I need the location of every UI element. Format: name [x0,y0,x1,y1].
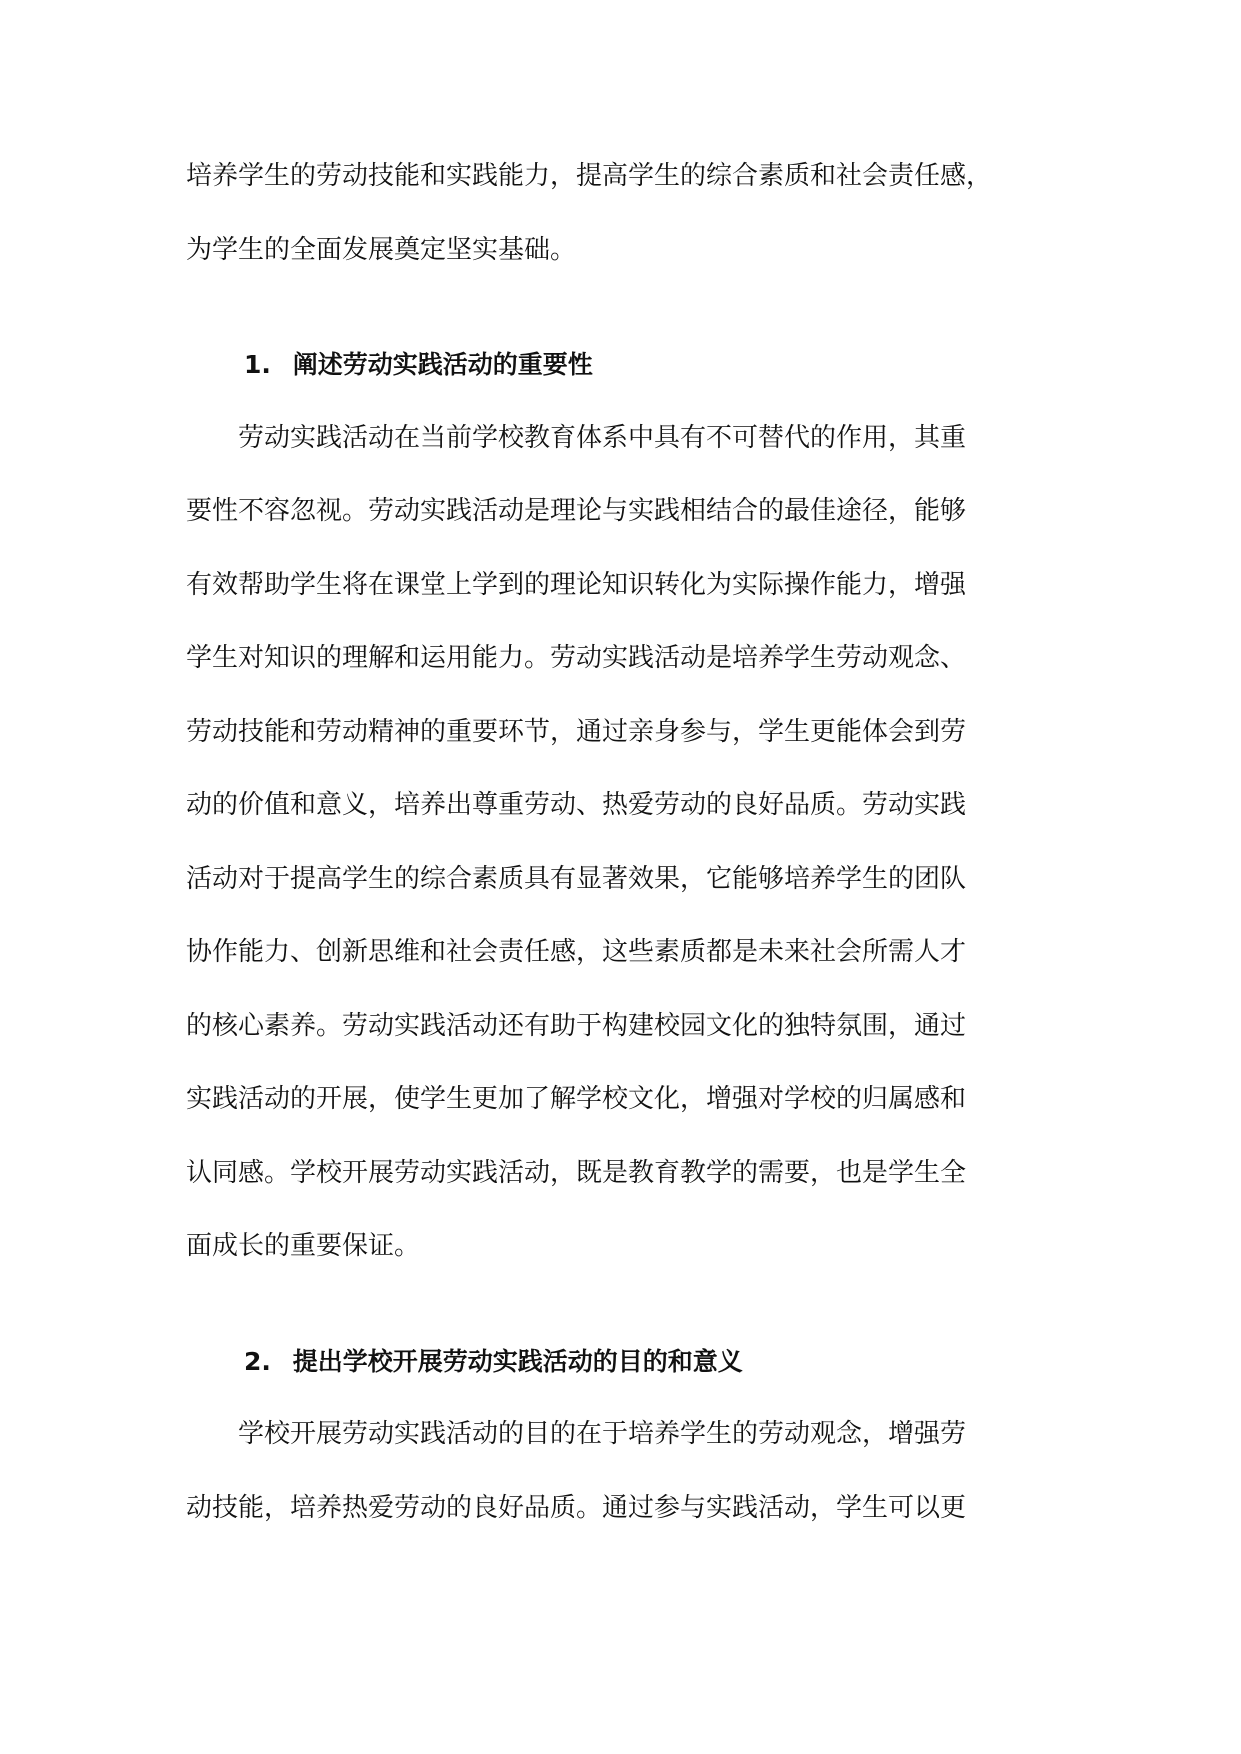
paragraph-line: 学校开展劳动实践活动的目的在于培养学生的劳动观念，增强劳 [186,1419,967,1449]
paragraph-line: 劳动技能和劳动精神的重要环节，通过亲身参与，学生更能体会到劳 [186,716,967,747]
paragraph-line: 的核心素养。劳动实践活动还有助于构建校园文化的独特氛围，通过 [186,1010,967,1041]
paragraph-line: 面成长的重要保证。 [186,1231,421,1261]
section-number: 2. [244,1346,271,1376]
paragraph-line: 要性不容忽视。劳动实践活动是理论与实践相结合的最佳途径，能够 [186,496,967,526]
paragraph-line: 动技能，培养热爱劳动的良好品质。通过参与实践活动，学生可以更 [186,1492,967,1523]
paragraph-line: 协作能力、创新思维和社会责任感，这些素质都是未来社会所需人才 [186,937,967,967]
paragraph-line: 活动对于提高学生的综合素质具有显著效果，它能够培养学生的团队 [186,863,967,894]
spacer [186,1284,1056,1325]
section-title: 提出学校开展劳动实践活动的目的和意义 [292,1346,743,1376]
paragraph-line: 动的价值和意义，培养出尊重劳动、热爱劳动的良好品质。劳动实践 [186,790,967,820]
document-body [186,140,1056,1545]
section-title: 阐述劳动实践活动的重要性 [292,350,593,379]
spacer [186,287,1056,328]
section-heading-2 [186,1325,1056,1399]
paragraph-line: 认同感。学校开展劳动实践活动，既是教育教学的需要，也是学生全 [186,1157,967,1188]
paragraph-line: 学生对知识的理解和运用能力。劳动实践活动是培养学生劳动观念、 [186,643,967,673]
paragraph-line: 有效帮助学生将在课堂上学到的理论知识转化为实际操作能力，增强 [186,569,967,600]
intro-line: 培养学生的劳动技能和实践能力，提高学生的综合素质和社会责任感， [186,161,993,191]
paragraph-line: 实践活动的开展，使学生更加了解学校文化，增强对学校的归属感和 [186,1084,967,1114]
section-number: 1. [244,350,271,379]
intro-line: 为学生的全面发展奠定坚实基础。 [186,234,577,265]
section-heading-1 [186,328,1056,402]
paragraph-line: 劳动实践活动在当前学校教育体系中具有不可替代的作用，其重 [186,422,967,453]
